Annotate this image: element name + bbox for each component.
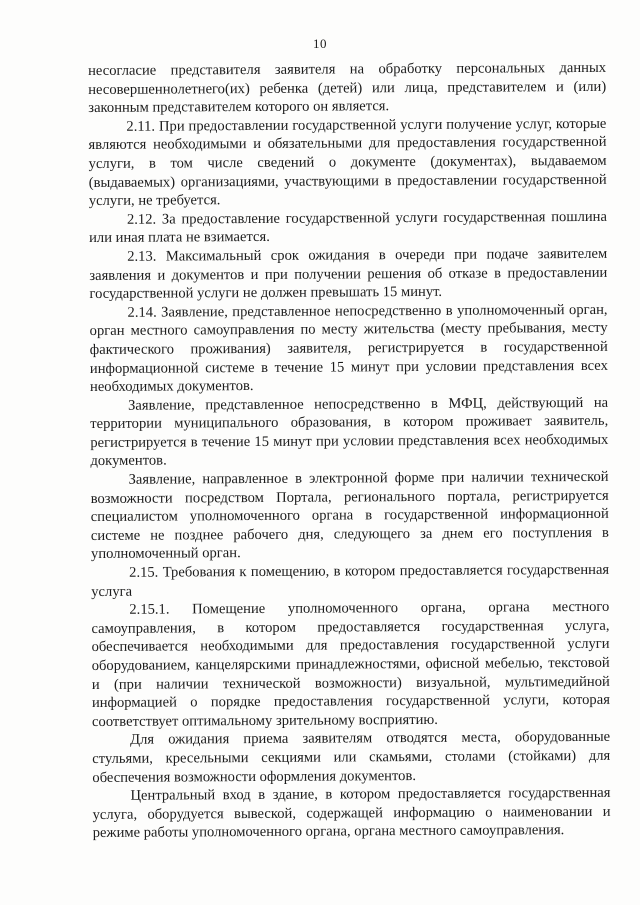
- paragraph-2-12: 2.12. За предоставление государственной услуги государственная пошлина или иная плата не взимается.: [89, 208, 608, 247]
- paragraph-mfc-registration: Заявление, представленное непосредственно в МФЦ, действующий на территории муниципального образования, в котором проживает заявитель, регистрируется в течение 15 минут при условии представления всех необходимых документов.: [90, 394, 609, 470]
- paragraph-2-13: 2.13. Максимальный срок ожидания в очереди при подаче заявителем заявления и документов и при получении решения об отказе в предоставлении государственной услуги не должен превышать 15 минут.: [89, 245, 608, 303]
- paragraph-2-15-1: 2.15.1. Помещение уполномоченного органа, органа местного самоуправления, в котором предоставляется государственная услуга, обеспечивается необходимыми для предоставления государственной услуги оборудованием, канцелярскими принадлежностями, офисной мебелью, текстовой и (при наличии технической возможности) визуальной, мультимедийной информацией о порядке предоставления государственной услуги, которая соответствует оптимальному зрительному восприятию.: [91, 599, 610, 730]
- paragraph-waiting-area: Для ожидания приема заявителям отводятся места, оборудованные стульями, кресельными секциями или скамьями, столами (стойками) для обеспечения возможности оформления документов.: [92, 729, 611, 786]
- paragraph-electronic-registration: Заявление, направленное в электронной форме при наличии технической возможности посредством Портала, регионального портала, регистрируется специалистом уполномоченного органа в государственной информационной системе не позднее рабочего дня, следующего за днем его поступления в уполномоченный орган.: [90, 468, 609, 563]
- paragraph-central-entrance: Центральный вход в здание, в котором предоставляется государственная услуга, оборудуется вывеской, содержащей информацию о наименовании и режиме работы уполномоченного органа, органа местного самоуправления.: [92, 784, 611, 842]
- paragraph-2-15-heading: 2.15. Требования к помещению, в котором предоставляется государственная услуга: [91, 561, 610, 600]
- paragraph-2-11: 2.11. При предоставлении государственной услуги получение услуг, которые являются необходимыми и обязательными для предоставления государственной услуги, в том числе сведений о документе (документах), выдаваемом (выдаваемых) организациями, участвующими в предоставлении государственной услуги, не требуется.: [88, 115, 607, 210]
- document-body: [88, 59, 611, 843]
- paragraph-2-14: 2.14. Заявление, представленное непосредственно в уполномоченный орган, орган местного самоуправления по месту жительства (месту пребывания, месту фактического проживания) заявителя, регистрируется в государственной информационной системе в течение 15 минут при условии представления всех необходимых документов.: [89, 301, 608, 396]
- page-number: 10: [313, 36, 327, 51]
- paragraph-consent-continuation: несогласие представителя заявителя на обработку персональных данных несовершеннолетнего(их) ребенка (детей) или лица, представителем и (или) законным представителем которого он является.: [88, 59, 607, 117]
